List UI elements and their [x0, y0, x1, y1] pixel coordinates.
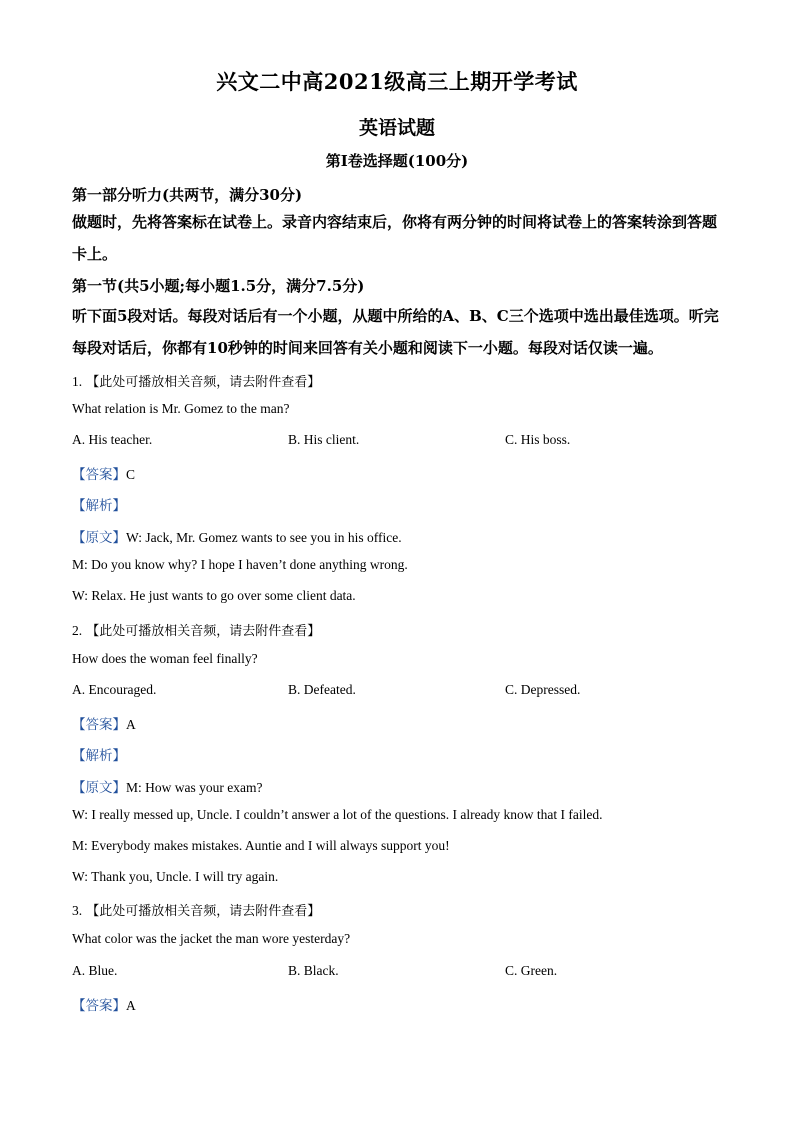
question-3-option-a: A. Blue. [72, 963, 118, 978]
question-1-analysis [72, 494, 126, 514]
question-1-transcript-line-2: M: Do you know why? I hope I haven’t done anything wrong. [72, 557, 408, 572]
question-2-stem: How does the woman feel finally? [72, 651, 258, 666]
answer-value: C [126, 467, 136, 482]
question-3-header [72, 900, 320, 919]
volume-title: 第I卷选择题(100分) [325, 152, 469, 170]
audio-link[interactable]: 【此处可播放相关音频，请去附件查看】 [86, 624, 321, 639]
question-1-transcript-line-1 [72, 526, 402, 546]
audio-link[interactable]: 【此处可播放相关音频，请去附件查看】 [86, 375, 321, 390]
answer-label: 【答案】 [72, 717, 126, 733]
question-2-analysis [72, 744, 126, 764]
question-2-transcript-line-4: W: Thank you, Uncle. I will try again. [72, 869, 279, 884]
question-number: 3. [72, 903, 83, 918]
question-number: 1. [72, 374, 83, 389]
question-2-option-c: C. Depressed. [505, 682, 581, 697]
exam-title: 兴文二中高2021级高三上期开学考试 [216, 69, 578, 94]
transcript-text: W: Jack, Mr. Gomez wants to see you in his office. [126, 530, 402, 545]
part1-heading: 第一部分听力(共两节，满分30分) [72, 186, 303, 204]
question-1-transcript-line-3: W: Relax. He just wants to go over some client data. [72, 588, 356, 603]
question-1-answer [72, 463, 135, 483]
question-1-option-b: B. His client. [288, 432, 360, 447]
question-2-transcript-line-2: W: I really messed up, Uncle. I couldn’t answer a lot of the questions. I already know that I failed. [72, 807, 603, 822]
question-3-answer [72, 994, 136, 1014]
answer-label: 【答案】 [72, 998, 126, 1014]
section-instruction: 听下面5段对话。每段对话后有一个小题，从题中所给的A、B、C三个选项中选出最佳选项。听完每段对话后，你都有10秒钟的时间来回答有关小题和阅读下一小题。每段对话仅读一遍。 [72, 307, 719, 357]
analysis-label: 【解析】 [72, 748, 126, 764]
question-3-stem: What color was the jacket the man wore yesterday? [72, 931, 351, 946]
question-3-option-b: B. Black. [288, 963, 339, 978]
subject-title: 英语试题 [358, 117, 435, 139]
section-heading: 第一节(共5小题;每小题1.5分，满分7.5分) [72, 277, 365, 295]
question-2-option-a: A. Encouraged. [72, 682, 157, 697]
question-1-option-c: C. His boss. [505, 432, 571, 447]
question-1-header [72, 371, 320, 390]
question-2-header [72, 620, 320, 639]
question-number: 2. [72, 623, 83, 638]
original-label: 【原文】 [72, 780, 126, 796]
question-2-transcript-line-1 [72, 776, 262, 796]
answer-value: A [126, 717, 136, 732]
question-1-stem: What relation is Mr. Gomez to the man? [72, 401, 290, 416]
question-1-option-a: A. His teacher. [72, 432, 153, 447]
question-3-option-c: C. Green. [505, 963, 558, 978]
answer-value: A [126, 998, 136, 1013]
question-2-option-b: B. Defeated. [288, 682, 356, 697]
question-2-transcript-line-3: M: Everybody makes mistakes. Auntie and I will always support you! [72, 838, 450, 853]
original-label: 【原文】 [72, 530, 126, 546]
part1-instruction: 做题时，先将答案标在试卷上。录音内容结束后，你将有两分钟的时间将试卷上的答案转涂到答题卡上。 [72, 213, 718, 263]
question-2-answer [72, 713, 136, 733]
audio-link[interactable]: 【此处可播放相关音频，请去附件查看】 [86, 904, 321, 919]
answer-label: 【答案】 [72, 467, 126, 483]
analysis-label: 【解析】 [72, 498, 126, 514]
transcript-text: M: How was your exam? [126, 780, 263, 795]
